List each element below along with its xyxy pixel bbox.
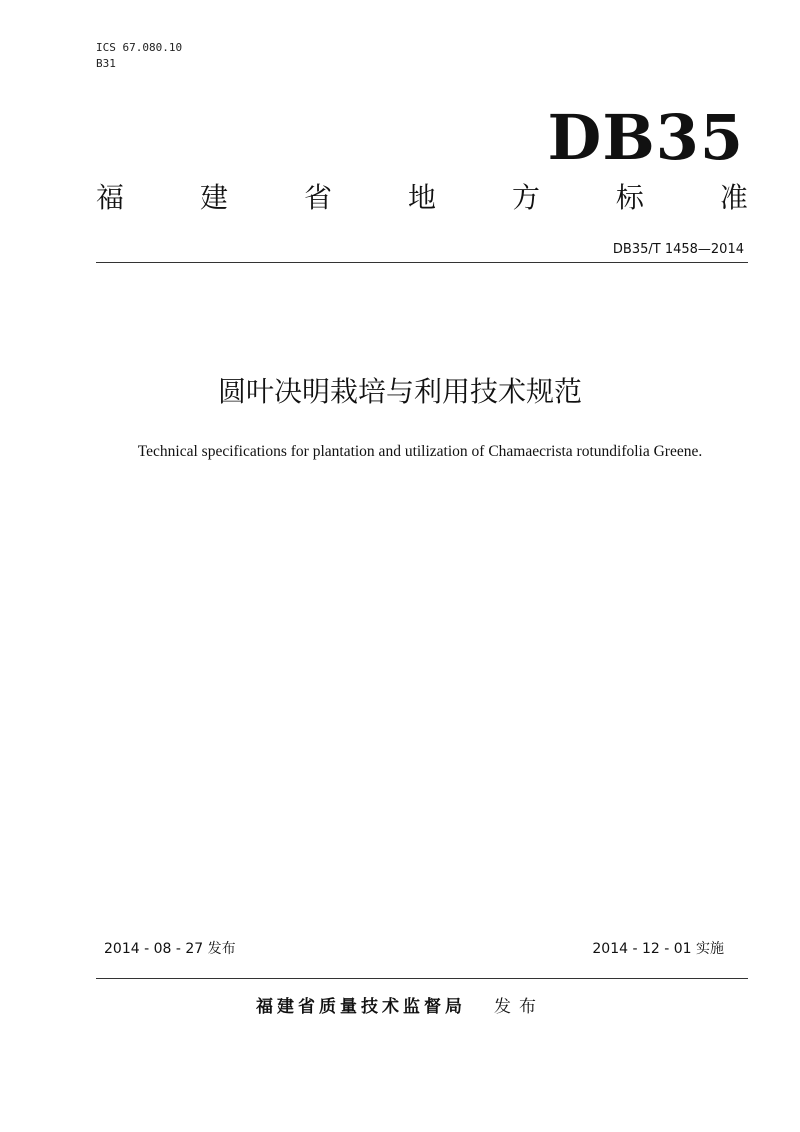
header-divider xyxy=(96,262,748,263)
issuing-authority xyxy=(0,994,800,1020)
authority-char: 准 xyxy=(719,181,748,214)
authority-char: 建 xyxy=(199,181,228,214)
issuer-name: 福建省质量技术监督局 xyxy=(256,997,466,1017)
standard-code: DB35/T 1458—2014 xyxy=(612,242,744,257)
classification-codes xyxy=(96,40,182,72)
authority-char: 标 xyxy=(615,181,644,214)
authority-banner xyxy=(96,178,748,218)
implementation-date: 2014 - 12 - 01 实施 xyxy=(592,941,724,957)
ccs-code: B31 xyxy=(96,57,116,70)
authority-char: 方 xyxy=(511,181,540,214)
issue-date: 2014 - 08 - 27 发布 xyxy=(104,941,236,957)
authority-char: 地 xyxy=(407,181,436,214)
document-title-english: Technical specifications for plantation and utilization of Chamaecrista rotundifolia Greene. xyxy=(137,443,703,460)
footer-divider xyxy=(96,978,748,979)
issuer-verb: 发布 xyxy=(494,997,544,1017)
standard-logo: DB35 xyxy=(547,101,744,174)
ics-code: ICS 67.080.10 xyxy=(96,41,183,54)
authority-char: 福 xyxy=(96,181,125,214)
document-title-chinese: 圆叶决明栽培与利用技术规范 xyxy=(217,375,582,408)
authority-char: 省 xyxy=(303,181,332,214)
